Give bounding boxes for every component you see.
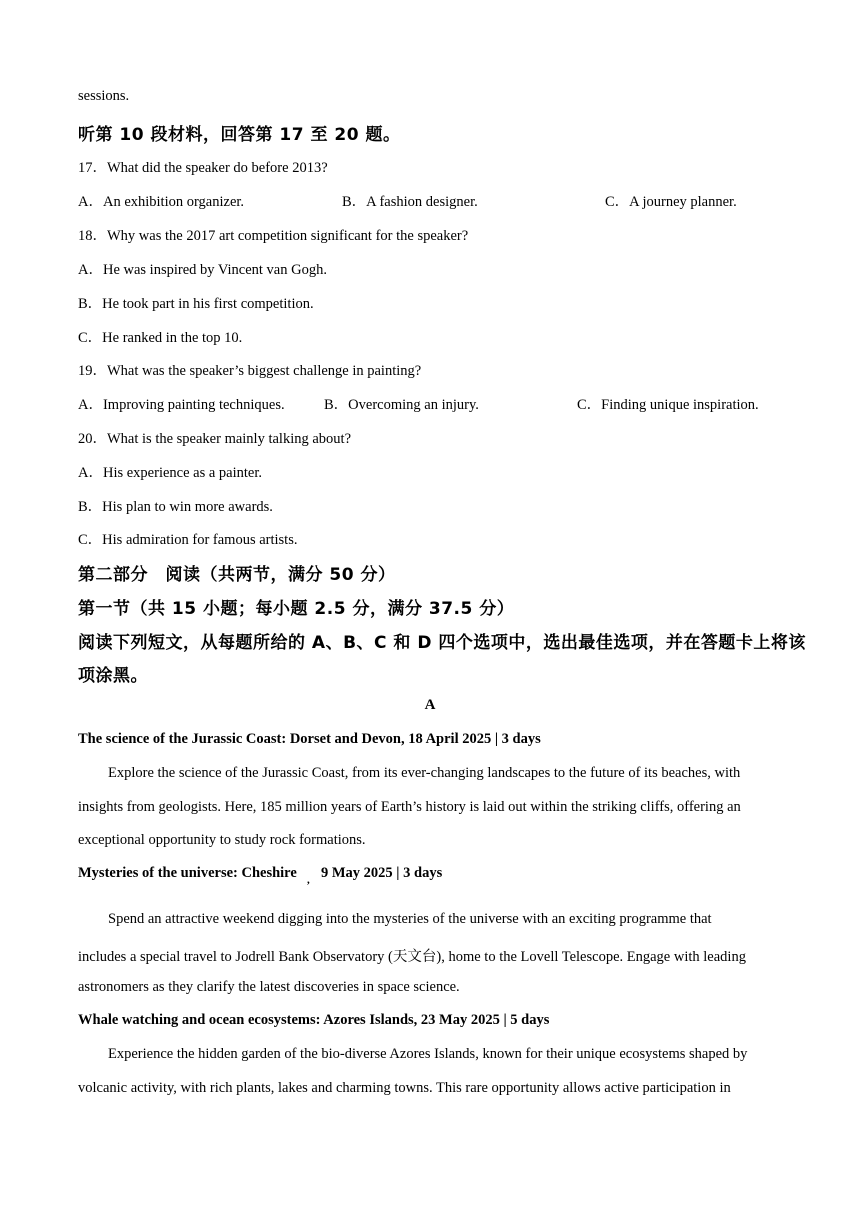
section-heading: 听第 10 段材料，回答第 17 至 20 题。 (78, 125, 401, 145)
paragraph-line: astronomers as they clarify the latest discoveries in space science. (78, 979, 460, 995)
trip-heading: Whale watching and ocean ecosystems: Azores Islands, 23 May 2025 | 5 days (78, 1012, 550, 1028)
option-20c: C．His admiration for famous artists. (78, 532, 298, 548)
paragraph-line: volcanic activity, with rich plants, lakes and charming towns. This rare opportunity allows active participation in (78, 1080, 731, 1096)
instructions: 项涂黑。 (78, 666, 148, 686)
option-18a: A．He was inspired by Vincent van Gogh. (78, 262, 327, 278)
question-19: 19．What was the speaker’s biggest challenge in painting? (78, 363, 422, 379)
trip-heading: The science of the Jurassic Coast: Dorset and Devon, 18 April 2025 | 3 days (78, 731, 541, 747)
paragraph-line: Experience the hidden garden of the bio-diverse Azores Islands, known for their unique ecosystems shaped by (108, 1046, 748, 1062)
option-18c: C．He ranked in the top 10. (78, 330, 243, 346)
paragraph-line: Spend an attractive weekend digging into the mysteries of the universe with an exciting programme that (108, 911, 712, 927)
heading-comma: , (307, 874, 310, 886)
option-20a: A．His experience as a painter. (78, 465, 262, 481)
text-line: sessions. (78, 88, 130, 104)
question-17: 17．What did the speaker do before 2013? (78, 160, 328, 176)
option-19c: C．Finding unique inspiration. (577, 397, 759, 413)
paragraph-line: Explore the science of the Jurassic Coast, from its ever-changing landscapes to the future of its beaches, with (108, 765, 741, 781)
option-17b: B．A fashion designer. (342, 194, 478, 210)
trip-heading: Mysteries of the universe: Cheshire (78, 865, 297, 881)
option-18b: B．He took part in his first competition. (78, 296, 314, 312)
paragraph-line: includes a special travel to Jodrell Bank Observatory (天文台), home to the Lovell Telescope. Engage with leading (78, 949, 746, 965)
option-17c: C．A journey planner. (605, 194, 737, 210)
question-18: 18．Why was the 2017 art competition significant for the speaker? (78, 228, 469, 244)
section-heading: 第一节（共 15 小题；每小题 2.5 分，满分 37.5 分） (78, 599, 515, 619)
question-20: 20．What is the speaker mainly talking about? (78, 431, 352, 447)
paragraph-line: exceptional opportunity to study rock formations. (78, 832, 366, 848)
instructions: 阅读下列短文，从每题所给的 A、B、C 和 D 四个选项中，选出最佳选项，并在答题卡上将该 (78, 633, 806, 653)
option-19b: B．Overcoming an injury. (324, 397, 479, 413)
option-17a: A．An exhibition organizer. (78, 194, 245, 210)
paragraph-line: insights from geologists. Here, 185 million years of Earth’s history is laid out within the striking cliffs, offering an (78, 799, 741, 815)
trip-heading-date: 9 May 2025 | 3 days (321, 865, 443, 881)
option-19a: A．Improving painting techniques. (78, 397, 285, 413)
option-20b: B．His plan to win more awards. (78, 499, 273, 515)
part-heading: 第二部分 阅读（共两节，满分 50 分） (78, 565, 396, 585)
passage-label: A (424, 697, 436, 713)
